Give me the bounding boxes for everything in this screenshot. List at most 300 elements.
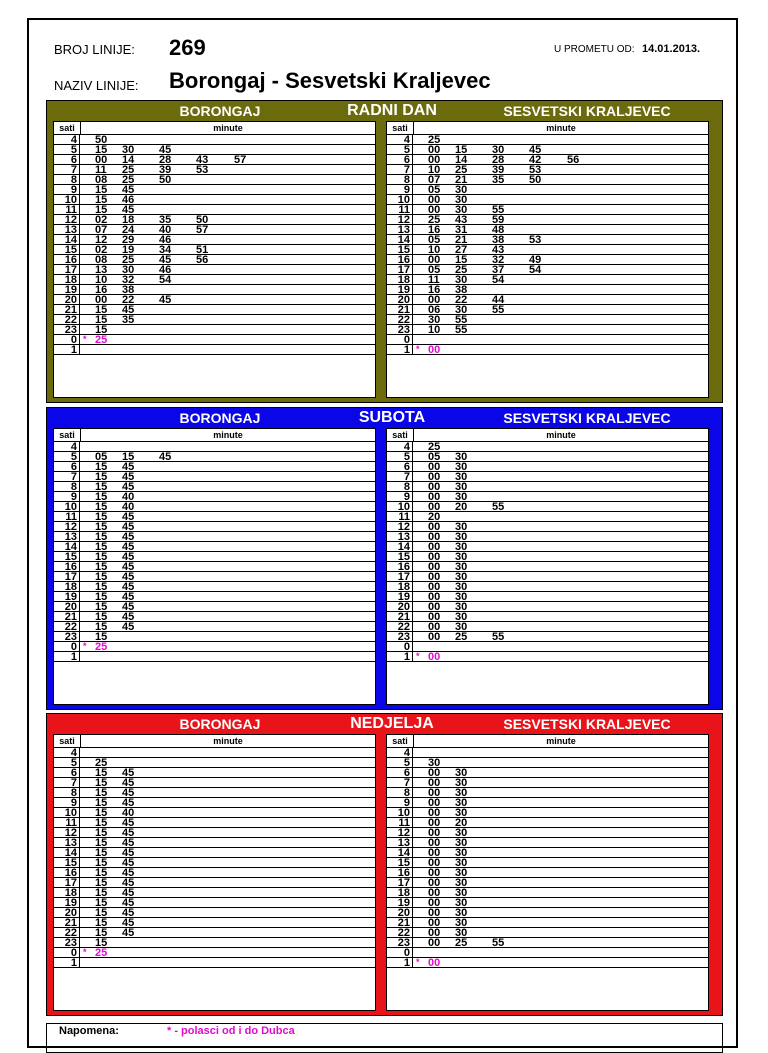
minute-cell: 40 [122, 501, 135, 513]
hour-cell: 18 [387, 888, 413, 897]
hour-cell: 16 [387, 255, 413, 264]
minute-cell: 30 [455, 611, 468, 623]
minute-cell: 25 [95, 947, 108, 959]
minutes-column-header: minute [213, 736, 243, 746]
line-name: Borongaj - Sesvetski Kraljevec [169, 68, 491, 93]
minute-cell: 00 [428, 827, 441, 839]
minutes-column-header: minute [546, 123, 576, 133]
hour-cell: 16 [54, 868, 80, 877]
minute-cell: 00 [428, 344, 441, 356]
schedule-section-3 [46, 713, 723, 1016]
hour-cell: 15 [54, 858, 80, 867]
minute-cell: 15 [95, 561, 108, 573]
minute-cell: 25 [428, 214, 441, 226]
minute-cell: 21 [455, 174, 468, 186]
minute-cell: 13 [95, 264, 108, 276]
minute-cell: 32 [122, 274, 135, 286]
minute-cell: 57 [196, 224, 209, 236]
hour-column-header: sati [54, 735, 81, 747]
hour-cell: 15 [387, 552, 413, 561]
minute-cell: 00 [428, 937, 441, 949]
minute-cell: 45 [122, 797, 135, 809]
hour-cell: 22 [54, 622, 80, 631]
minutes-column-header: minute [546, 430, 576, 440]
table-row [54, 948, 375, 958]
minute-cell: 18 [122, 214, 135, 226]
minute-cell: 45 [122, 204, 135, 216]
hour-cell: 18 [54, 582, 80, 591]
minute-cell: 25 [95, 757, 108, 769]
minute-cell: 30 [455, 461, 468, 473]
hour-cell: 13 [54, 225, 80, 234]
minute-cell: 30 [455, 471, 468, 483]
minute-cell: 45 [159, 144, 172, 156]
minute-cell: 00 [95, 154, 108, 166]
minute-cell: 15 [95, 461, 108, 473]
minute-cell: 00 [428, 787, 441, 799]
minute-cell: 54 [529, 264, 542, 276]
minute-cell: 00 [428, 927, 441, 939]
hour-column-header: sati [387, 735, 414, 747]
minute-cell: 15 [95, 471, 108, 483]
table-header [54, 735, 375, 748]
minute-cell: 55 [492, 937, 505, 949]
minute-cell: 00 [428, 471, 441, 483]
footnote-text: * - polasci od i do Dubca [167, 1025, 295, 1037]
minute-cell: 05 [428, 184, 441, 196]
minute-cell: 15 [95, 184, 108, 196]
minute-cell: 34 [159, 244, 172, 256]
minute-cell: 30 [122, 144, 135, 156]
hour-cell: 20 [54, 602, 80, 611]
minute-cell: 37 [492, 264, 505, 276]
minute-cell: 22 [122, 294, 135, 306]
minute-cell: 30 [122, 264, 135, 276]
hour-cell: 10 [387, 808, 413, 817]
hour-cell: 9 [387, 798, 413, 807]
minute-cell: 00 [428, 857, 441, 869]
minute-cell: 30 [455, 581, 468, 593]
minute-cell: 30 [428, 314, 441, 326]
timetable-panel-right [386, 428, 709, 705]
minute-cell: 43 [492, 244, 505, 256]
minute-cell: 02 [95, 244, 108, 256]
hour-cell: 0 [387, 335, 413, 344]
hour-column-header: sati [54, 429, 81, 441]
hour-cell: 17 [54, 265, 80, 274]
minute-cell: 15 [95, 777, 108, 789]
station-right-label: SESVETSKI KRALJEVEC [503, 410, 671, 426]
minute-cell: 45 [122, 877, 135, 889]
hour-cell: 16 [387, 868, 413, 877]
hour-cell: 15 [54, 245, 80, 254]
hour-cell: 11 [54, 512, 80, 521]
minute-cell: 53 [529, 164, 542, 176]
minute-cell: 30 [455, 551, 468, 563]
minute-cell: 39 [492, 164, 505, 176]
minute-cell: 57 [234, 154, 247, 166]
minute-cell: 11 [428, 274, 440, 286]
hour-cell: 13 [387, 532, 413, 541]
minute-cell: 00 [428, 907, 441, 919]
minute-cell: 15 [95, 837, 108, 849]
table-row [387, 632, 708, 642]
minute-cell: 00 [428, 541, 441, 553]
hour-cell: 22 [387, 928, 413, 937]
minute-cell: 15 [95, 807, 108, 819]
minute-cell: 15 [95, 887, 108, 899]
minute-cell: 12 [95, 234, 108, 246]
minute-cell: 20 [455, 817, 468, 829]
hour-cell: 6 [54, 768, 80, 777]
hour-cell: 5 [387, 452, 413, 461]
minute-cell: 30 [492, 144, 505, 156]
hour-cell: 17 [54, 878, 80, 887]
minute-cell: 00 [428, 204, 441, 216]
hour-cell: 23 [54, 632, 80, 641]
minute-cell: 40 [122, 491, 135, 503]
hour-cell: 17 [387, 265, 413, 274]
minute-cell: 05 [95, 451, 108, 463]
hour-cell: 14 [387, 235, 413, 244]
hour-cell: 20 [387, 908, 413, 917]
hour-cell: 10 [387, 195, 413, 204]
minute-cell: 35 [159, 214, 172, 226]
minute-cell: 10 [428, 164, 441, 176]
minute-cell: 15 [95, 511, 108, 523]
day-type-label: NEDJELJA [350, 715, 434, 732]
hour-cell: 19 [387, 592, 413, 601]
hour-cell: 13 [387, 225, 413, 234]
minute-cell: 15 [455, 144, 468, 156]
minute-cell: 15 [95, 917, 108, 929]
hour-cell: 0 [54, 335, 80, 344]
minute-cell: 30 [455, 787, 468, 799]
minute-cell: 30 [455, 451, 468, 463]
minute-cell: 30 [455, 304, 468, 316]
minute-cell: 15 [95, 877, 108, 889]
hour-cell: 18 [387, 582, 413, 591]
hour-cell: 19 [387, 285, 413, 294]
hour-cell: 10 [54, 195, 80, 204]
hour-cell: 17 [387, 878, 413, 887]
minute-cell: 07 [428, 174, 441, 186]
asterisk-marker: * [416, 651, 420, 661]
minute-cell: 50 [196, 214, 209, 226]
hour-cell: 15 [54, 552, 80, 561]
minute-cell: 30 [455, 917, 468, 929]
minute-cell: 45 [122, 917, 135, 929]
hour-cell: 4 [54, 135, 80, 144]
minute-cell: 30 [455, 481, 468, 493]
minute-cell: 30 [455, 777, 468, 789]
minute-cell: 38 [122, 284, 135, 296]
hour-cell: 7 [54, 472, 80, 481]
minute-cell: 50 [529, 174, 542, 186]
minute-cell: 50 [159, 174, 172, 186]
minute-cell: 15 [95, 144, 108, 156]
minute-cell: 45 [122, 551, 135, 563]
hour-cell: 1 [387, 652, 413, 661]
minute-cell: 22 [455, 294, 468, 306]
minute-cell: 15 [95, 611, 108, 623]
line-number-label: BROJ LINIJE: [54, 42, 135, 57]
hour-cell: 1 [387, 345, 413, 354]
minute-cell: 55 [492, 304, 505, 316]
hour-cell: 6 [54, 462, 80, 471]
minute-cell: 15 [95, 204, 108, 216]
hour-cell: 8 [54, 482, 80, 491]
minute-cell: 06 [428, 304, 441, 316]
asterisk-marker: * [83, 947, 87, 957]
minute-cell: 15 [95, 541, 108, 553]
hour-cell: 22 [387, 622, 413, 631]
minutes-column-header: minute [546, 736, 576, 746]
minute-cell: 30 [455, 571, 468, 583]
minute-cell: 15 [95, 787, 108, 799]
minute-cell: 45 [122, 481, 135, 493]
hour-cell: 4 [387, 748, 413, 757]
minute-cell: 30 [455, 837, 468, 849]
minute-cell: 28 [159, 154, 172, 166]
hour-cell: 20 [54, 908, 80, 917]
minutes-column-header: minute [213, 430, 243, 440]
minute-cell: 20 [428, 511, 441, 523]
minute-cell: 40 [159, 224, 172, 236]
minute-cell: 42 [529, 154, 542, 166]
minute-cell: 25 [95, 334, 108, 346]
minute-cell: 00 [428, 154, 441, 166]
hour-cell: 11 [387, 512, 413, 521]
hour-cell: 21 [54, 305, 80, 314]
hour-cell: 18 [387, 275, 413, 284]
table-header [54, 429, 375, 442]
hour-cell: 0 [54, 948, 80, 957]
minute-cell: 50 [95, 134, 108, 146]
hour-cell: 8 [54, 788, 80, 797]
minute-cell: 54 [492, 274, 505, 286]
minute-cell: 20 [455, 501, 468, 513]
minute-cell: 08 [95, 174, 108, 186]
asterisk-marker: * [83, 334, 87, 344]
minute-cell: 45 [122, 561, 135, 573]
hour-cell: 20 [387, 295, 413, 304]
minute-cell: 25 [428, 134, 441, 146]
minute-cell: 55 [492, 631, 505, 643]
minute-cell: 46 [159, 264, 172, 276]
minute-cell: 14 [122, 154, 135, 166]
minute-cell: 49 [529, 254, 542, 266]
hour-cell: 7 [387, 165, 413, 174]
minute-cell: 45 [122, 817, 135, 829]
minute-cell: 15 [95, 194, 108, 206]
schedule-section-2 [46, 407, 723, 710]
minute-cell: 00 [428, 501, 441, 513]
minute-cell: 45 [122, 837, 135, 849]
hour-cell: 0 [387, 642, 413, 651]
minute-cell: 00 [428, 957, 441, 969]
minute-cell: 45 [122, 767, 135, 779]
minute-cell: 15 [95, 847, 108, 859]
minute-cell: 00 [428, 877, 441, 889]
hour-cell: 18 [54, 275, 80, 284]
minute-cell: 45 [122, 927, 135, 939]
minute-cell: 00 [428, 807, 441, 819]
table-row [54, 642, 375, 652]
minute-cell: 25 [122, 254, 135, 266]
hour-cell: 9 [387, 185, 413, 194]
hour-cell: 5 [54, 758, 80, 767]
footnote [46, 1023, 723, 1053]
table-row [387, 652, 708, 662]
hour-cell: 1 [54, 652, 80, 661]
hour-cell: 4 [54, 442, 80, 451]
minute-cell: 00 [428, 651, 441, 663]
table-row [387, 958, 708, 968]
station-right-label: SESVETSKI KRALJEVEC [503, 103, 671, 119]
station-left-label: BORONGAJ [179, 716, 261, 732]
minute-cell: 15 [95, 601, 108, 613]
minute-cell: 55 [455, 324, 468, 336]
minute-cell: 00 [428, 521, 441, 533]
minute-cell: 45 [122, 827, 135, 839]
hour-cell: 12 [387, 215, 413, 224]
minute-cell: 00 [428, 897, 441, 909]
minute-cell: 00 [428, 254, 441, 266]
minute-cell: 45 [122, 571, 135, 583]
hour-cell: 14 [54, 542, 80, 551]
timetable-panel-left [53, 734, 376, 1011]
minute-cell: 10 [428, 324, 441, 336]
section-band [47, 101, 724, 121]
hour-cell: 9 [54, 185, 80, 194]
hour-cell: 1 [54, 958, 80, 967]
minute-cell: 45 [122, 611, 135, 623]
minute-cell: 00 [428, 591, 441, 603]
minute-cell: 00 [428, 294, 441, 306]
hour-cell: 10 [54, 502, 80, 511]
hour-cell: 0 [54, 642, 80, 651]
minute-cell: 45 [122, 857, 135, 869]
minute-cell: 28 [492, 154, 505, 166]
hour-cell: 8 [387, 788, 413, 797]
minute-cell: 30 [455, 907, 468, 919]
hour-cell: 19 [387, 898, 413, 907]
minute-cell: 38 [492, 234, 505, 246]
minute-cell: 27 [455, 244, 468, 256]
table-row [387, 325, 708, 335]
minute-cell: 55 [455, 314, 468, 326]
minute-cell: 15 [95, 581, 108, 593]
minute-cell: 15 [95, 857, 108, 869]
minute-cell: 10 [428, 244, 441, 256]
station-right-label: SESVETSKI KRALJEVEC [503, 716, 671, 732]
hour-cell: 5 [387, 145, 413, 154]
table-row [387, 938, 708, 948]
minute-cell: 15 [95, 591, 108, 603]
minute-cell: 15 [95, 631, 108, 643]
minute-cell: 25 [455, 631, 468, 643]
hour-cell: 5 [387, 758, 413, 767]
hour-cell: 4 [54, 748, 80, 757]
hour-cell: 23 [387, 938, 413, 947]
minute-cell: 15 [455, 254, 468, 266]
minute-cell: 00 [95, 294, 108, 306]
minute-cell: 30 [455, 541, 468, 553]
hour-cell: 19 [54, 285, 80, 294]
minute-cell: 30 [455, 184, 468, 196]
minute-cell: 00 [428, 551, 441, 563]
hour-cell: 8 [387, 175, 413, 184]
hour-cell: 12 [387, 522, 413, 531]
minute-cell: 30 [455, 887, 468, 899]
minute-cell: 00 [428, 571, 441, 583]
valid-from-date: 14.01.2013. [642, 43, 701, 55]
minute-cell: 53 [196, 164, 209, 176]
asterisk-marker: * [416, 957, 420, 967]
table-header [387, 735, 708, 748]
hour-cell: 11 [387, 205, 413, 214]
asterisk-marker: * [83, 641, 87, 651]
minute-cell: 11 [95, 164, 107, 176]
timetable-panel-right [386, 121, 709, 398]
minute-cell: 43 [196, 154, 209, 166]
hour-cell: 21 [387, 305, 413, 314]
hour-cell: 18 [54, 888, 80, 897]
minute-cell: 53 [529, 234, 542, 246]
minute-cell: 10 [95, 274, 108, 286]
minute-cell: 30 [455, 857, 468, 869]
minute-cell: 15 [95, 897, 108, 909]
minute-cell: 51 [196, 244, 209, 256]
hour-cell: 14 [387, 542, 413, 551]
hour-cell: 22 [387, 315, 413, 324]
minute-cell: 00 [428, 867, 441, 879]
minute-cell: 45 [122, 304, 135, 316]
minute-cell: 00 [428, 481, 441, 493]
timetable-panel-left [53, 428, 376, 705]
minute-cell: 30 [455, 591, 468, 603]
minute-cell: 30 [455, 204, 468, 216]
hour-cell: 9 [54, 492, 80, 501]
minute-cell: 15 [95, 827, 108, 839]
table-row [54, 345, 375, 355]
minute-cell: 55 [492, 501, 505, 513]
day-type-label: RADNI DAN [347, 102, 437, 119]
hour-cell: 4 [387, 135, 413, 144]
minute-cell: 30 [455, 797, 468, 809]
minute-cell: 00 [428, 767, 441, 779]
hour-cell: 23 [387, 632, 413, 641]
hour-cell: 20 [387, 602, 413, 611]
minute-cell: 45 [122, 581, 135, 593]
minute-cell: 30 [455, 491, 468, 503]
minute-cell: 45 [122, 867, 135, 879]
minute-cell: 00 [428, 887, 441, 899]
minute-cell: 25 [122, 174, 135, 186]
minute-cell: 16 [428, 224, 441, 236]
minute-cell: 00 [428, 144, 441, 156]
table-row [54, 958, 375, 968]
minute-cell: 21 [455, 234, 468, 246]
line-name-label: NAZIV LINIJE: [54, 78, 139, 93]
minute-cell: 55 [492, 204, 505, 216]
minute-cell: 38 [455, 284, 468, 296]
minute-cell: 59 [492, 214, 505, 226]
table-row [387, 345, 708, 355]
minute-cell: 45 [122, 621, 135, 633]
minute-cell: 45 [122, 531, 135, 543]
